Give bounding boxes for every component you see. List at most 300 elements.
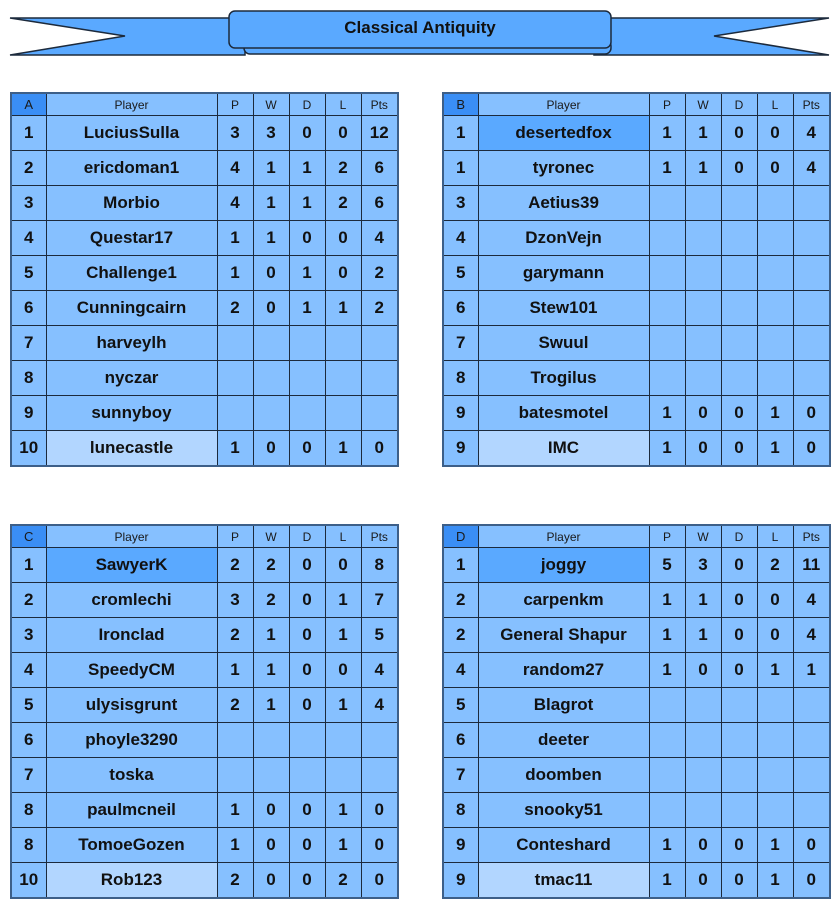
rank-cell: 10 <box>11 431 46 467</box>
rank-cell: 9 <box>11 396 46 431</box>
points-cell <box>793 221 830 256</box>
won-cell: 1 <box>685 583 721 618</box>
points-cell <box>361 361 398 396</box>
lost-cell <box>757 688 793 723</box>
player-name: lunecastle <box>46 431 217 467</box>
rank-cell: 2 <box>11 151 46 186</box>
points-cell: 0 <box>361 863 398 899</box>
won-cell <box>253 326 289 361</box>
player-name: nyczar <box>46 361 217 396</box>
drawn-cell: 0 <box>289 793 325 828</box>
player-name: phoyle3290 <box>46 723 217 758</box>
played-cell: 1 <box>649 116 685 151</box>
table-row <box>11 221 398 256</box>
group-table-c <box>10 524 399 899</box>
group-label: D <box>443 525 478 548</box>
drawn-cell: 0 <box>289 431 325 467</box>
drawn-cell <box>721 186 757 221</box>
table-row <box>11 618 398 653</box>
played-cell: 1 <box>217 793 253 828</box>
points-cell <box>793 723 830 758</box>
col-player: Player <box>478 525 649 548</box>
col-won: W <box>253 525 289 548</box>
points-cell <box>361 723 398 758</box>
won-cell <box>253 396 289 431</box>
won-cell <box>685 256 721 291</box>
points-cell: 0 <box>793 396 830 431</box>
player-name: batesmotel <box>478 396 649 431</box>
points-cell: 12 <box>361 116 398 151</box>
rank-cell: 7 <box>443 758 478 793</box>
won-cell <box>685 361 721 396</box>
points-cell: 0 <box>361 828 398 863</box>
player-name: random27 <box>478 653 649 688</box>
player-name: LuciusSulla <box>46 116 217 151</box>
played-cell: 2 <box>217 863 253 899</box>
rank-cell: 5 <box>11 688 46 723</box>
won-cell: 0 <box>253 863 289 899</box>
lost-cell <box>325 723 361 758</box>
won-cell <box>685 186 721 221</box>
points-cell: 0 <box>361 431 398 467</box>
table-row <box>443 186 830 221</box>
lost-cell: 1 <box>325 793 361 828</box>
won-cell: 2 <box>253 583 289 618</box>
player-name: tyronec <box>478 151 649 186</box>
played-cell <box>649 291 685 326</box>
player-name: Challenge1 <box>46 256 217 291</box>
points-cell <box>793 688 830 723</box>
lost-cell: 0 <box>325 548 361 583</box>
player-name: Cunningcairn <box>46 291 217 326</box>
played-cell <box>649 793 685 828</box>
drawn-cell: 0 <box>289 548 325 583</box>
won-cell: 0 <box>253 828 289 863</box>
lost-cell <box>325 361 361 396</box>
played-cell <box>217 758 253 793</box>
table-row <box>11 396 398 431</box>
drawn-cell: 1 <box>289 186 325 221</box>
won-cell: 0 <box>685 396 721 431</box>
played-cell: 2 <box>217 291 253 326</box>
table-row <box>11 863 398 899</box>
played-cell: 2 <box>217 688 253 723</box>
title-banner <box>0 0 839 70</box>
player-name: SpeedyCM <box>46 653 217 688</box>
rank-cell: 5 <box>443 256 478 291</box>
played-cell: 1 <box>649 828 685 863</box>
drawn-cell: 1 <box>289 256 325 291</box>
lost-cell: 2 <box>325 151 361 186</box>
group-label: B <box>443 93 478 116</box>
group-table-a <box>10 92 399 467</box>
won-cell <box>253 361 289 396</box>
won-cell <box>685 221 721 256</box>
won-cell: 1 <box>253 151 289 186</box>
played-cell: 1 <box>217 828 253 863</box>
played-cell: 1 <box>217 653 253 688</box>
points-cell <box>793 758 830 793</box>
group-label: A <box>11 93 46 116</box>
played-cell: 2 <box>217 548 253 583</box>
player-name: DzonVejn <box>478 221 649 256</box>
points-cell: 4 <box>361 653 398 688</box>
col-drawn: D <box>721 525 757 548</box>
played-cell <box>649 688 685 723</box>
points-cell: 1 <box>793 653 830 688</box>
points-cell: 0 <box>793 828 830 863</box>
rank-cell: 8 <box>11 793 46 828</box>
won-cell: 1 <box>253 618 289 653</box>
player-name: joggy <box>478 548 649 583</box>
rank-cell: 1 <box>443 151 478 186</box>
player-name: snooky51 <box>478 793 649 828</box>
lost-cell <box>757 723 793 758</box>
player-name: Rob123 <box>46 863 217 899</box>
won-cell: 1 <box>685 116 721 151</box>
won-cell: 1 <box>253 186 289 221</box>
rank-cell: 9 <box>443 396 478 431</box>
player-name: Swuul <box>478 326 649 361</box>
table-row <box>11 583 398 618</box>
rank-cell: 1 <box>443 548 478 583</box>
group-label: C <box>11 525 46 548</box>
player-name: sunnyboy <box>46 396 217 431</box>
table-row <box>11 688 398 723</box>
rank-cell: 7 <box>443 326 478 361</box>
table-row <box>11 758 398 793</box>
played-cell: 4 <box>217 151 253 186</box>
lost-cell: 0 <box>757 583 793 618</box>
lost-cell <box>757 291 793 326</box>
player-name: deeter <box>478 723 649 758</box>
played-cell: 1 <box>649 863 685 899</box>
rank-cell: 9 <box>443 828 478 863</box>
col-points: Pts <box>361 525 398 548</box>
played-cell <box>649 326 685 361</box>
played-cell: 4 <box>217 186 253 221</box>
drawn-cell: 0 <box>721 431 757 467</box>
col-won: W <box>685 93 721 116</box>
player-name: tmac11 <box>478 863 649 899</box>
points-cell <box>793 326 830 361</box>
lost-cell: 1 <box>757 396 793 431</box>
table-row <box>443 863 830 899</box>
table-row <box>443 326 830 361</box>
drawn-cell: 0 <box>721 583 757 618</box>
group-table-b <box>442 92 831 467</box>
played-cell <box>649 256 685 291</box>
rank-cell: 4 <box>443 653 478 688</box>
played-cell: 1 <box>649 431 685 467</box>
drawn-cell <box>721 361 757 396</box>
player-name: SawyerK <box>46 548 217 583</box>
player-name: Ironclad <box>46 618 217 653</box>
table-row <box>11 361 398 396</box>
lost-cell <box>757 256 793 291</box>
played-cell: 5 <box>649 548 685 583</box>
player-name: Blagrot <box>478 688 649 723</box>
won-cell: 0 <box>685 653 721 688</box>
drawn-cell: 0 <box>721 151 757 186</box>
drawn-cell <box>721 793 757 828</box>
lost-cell: 0 <box>325 116 361 151</box>
played-cell: 1 <box>217 256 253 291</box>
table-row <box>11 828 398 863</box>
rank-cell: 8 <box>11 361 46 396</box>
won-cell: 0 <box>253 431 289 467</box>
rank-cell: 6 <box>443 723 478 758</box>
won-cell: 0 <box>253 256 289 291</box>
won-cell: 0 <box>685 431 721 467</box>
table-row <box>443 688 830 723</box>
table-row <box>443 151 830 186</box>
drawn-cell: 0 <box>289 116 325 151</box>
played-cell: 2 <box>217 618 253 653</box>
points-cell: 4 <box>361 221 398 256</box>
points-cell <box>793 256 830 291</box>
points-cell: 2 <box>361 256 398 291</box>
col-points: Pts <box>361 93 398 116</box>
won-cell: 2 <box>253 548 289 583</box>
rank-cell: 2 <box>443 618 478 653</box>
rank-cell: 7 <box>11 758 46 793</box>
lost-cell: 1 <box>325 431 361 467</box>
col-lost: L <box>757 525 793 548</box>
lost-cell: 1 <box>757 653 793 688</box>
col-won: W <box>685 525 721 548</box>
rank-cell: 3 <box>443 186 478 221</box>
won-cell: 0 <box>685 828 721 863</box>
player-name: desertedfox <box>478 116 649 151</box>
points-cell: 4 <box>793 151 830 186</box>
player-name: harveylh <box>46 326 217 361</box>
table-row <box>11 151 398 186</box>
lost-cell <box>757 186 793 221</box>
player-name: carpenkm <box>478 583 649 618</box>
drawn-cell <box>289 361 325 396</box>
col-played: P <box>649 93 685 116</box>
drawn-cell <box>289 758 325 793</box>
player-name: Morbio <box>46 186 217 221</box>
table-row <box>443 828 830 863</box>
points-cell <box>361 758 398 793</box>
lost-cell: 1 <box>757 863 793 899</box>
rank-cell: 1 <box>11 548 46 583</box>
drawn-cell: 0 <box>289 618 325 653</box>
table-row <box>11 653 398 688</box>
table-row <box>443 653 830 688</box>
player-name: doomben <box>478 758 649 793</box>
drawn-cell: 0 <box>721 653 757 688</box>
player-name: garymann <box>478 256 649 291</box>
player-name: Questar17 <box>46 221 217 256</box>
player-name: Conteshard <box>478 828 649 863</box>
points-cell: 5 <box>361 618 398 653</box>
points-cell: 8 <box>361 548 398 583</box>
player-name: ericdoman1 <box>46 151 217 186</box>
won-cell: 1 <box>253 688 289 723</box>
won-cell: 0 <box>685 863 721 899</box>
won-cell <box>253 723 289 758</box>
player-name: Trogilus <box>478 361 649 396</box>
lost-cell <box>325 326 361 361</box>
table-row <box>11 326 398 361</box>
played-cell <box>649 186 685 221</box>
table-header <box>443 525 830 548</box>
played-cell: 1 <box>649 618 685 653</box>
points-cell <box>361 326 398 361</box>
lost-cell: 1 <box>325 583 361 618</box>
banner-title: Classical Antiquity <box>344 18 496 37</box>
col-played: P <box>217 93 253 116</box>
table-row <box>443 618 830 653</box>
rank-cell: 6 <box>11 291 46 326</box>
won-cell: 1 <box>685 151 721 186</box>
player-name: Aetius39 <box>478 186 649 221</box>
drawn-cell: 0 <box>289 688 325 723</box>
drawn-cell <box>289 723 325 758</box>
won-cell <box>685 326 721 361</box>
rank-cell: 1 <box>11 116 46 151</box>
lost-cell: 0 <box>325 653 361 688</box>
played-cell: 3 <box>217 116 253 151</box>
played-cell: 1 <box>649 151 685 186</box>
table-row <box>443 361 830 396</box>
col-played: P <box>649 525 685 548</box>
player-name: General Shapur <box>478 618 649 653</box>
lost-cell <box>325 758 361 793</box>
player-name: paulmcneil <box>46 793 217 828</box>
lost-cell: 0 <box>757 618 793 653</box>
won-cell: 0 <box>253 793 289 828</box>
lost-cell: 2 <box>325 186 361 221</box>
drawn-cell <box>721 723 757 758</box>
player-name: IMC <box>478 431 649 467</box>
lost-cell <box>757 326 793 361</box>
col-lost: L <box>757 93 793 116</box>
points-cell <box>793 186 830 221</box>
player-name: TomoeGozen <box>46 828 217 863</box>
table-row <box>11 186 398 221</box>
rank-cell: 5 <box>443 688 478 723</box>
played-cell <box>217 396 253 431</box>
played-cell <box>649 221 685 256</box>
lost-cell <box>325 396 361 431</box>
drawn-cell <box>289 326 325 361</box>
drawn-cell: 0 <box>721 548 757 583</box>
rank-cell: 5 <box>11 256 46 291</box>
played-cell: 1 <box>649 583 685 618</box>
rank-cell: 9 <box>443 863 478 899</box>
rank-cell: 2 <box>11 583 46 618</box>
points-cell: 0 <box>793 863 830 899</box>
points-cell: 6 <box>361 151 398 186</box>
table-row <box>11 723 398 758</box>
drawn-cell <box>721 758 757 793</box>
table-row <box>11 431 398 467</box>
rank-cell: 4 <box>11 653 46 688</box>
rank-cell: 8 <box>443 793 478 828</box>
table-row <box>443 116 830 151</box>
col-player: Player <box>46 525 217 548</box>
drawn-cell: 1 <box>289 151 325 186</box>
table-row <box>443 256 830 291</box>
won-cell: 1 <box>685 618 721 653</box>
table-row <box>443 583 830 618</box>
drawn-cell: 0 <box>721 396 757 431</box>
col-lost: L <box>325 93 361 116</box>
drawn-cell: 0 <box>289 828 325 863</box>
col-won: W <box>253 93 289 116</box>
table-row <box>443 221 830 256</box>
rank-cell: 3 <box>11 186 46 221</box>
col-drawn: D <box>289 525 325 548</box>
points-cell: 6 <box>361 186 398 221</box>
played-cell: 1 <box>649 653 685 688</box>
table-row <box>443 723 830 758</box>
table-header <box>11 525 398 548</box>
rank-cell: 8 <box>443 361 478 396</box>
table-row <box>11 116 398 151</box>
won-cell: 1 <box>253 653 289 688</box>
played-cell <box>649 758 685 793</box>
drawn-cell: 0 <box>289 221 325 256</box>
lost-cell: 2 <box>757 548 793 583</box>
drawn-cell <box>721 291 757 326</box>
lost-cell: 0 <box>325 221 361 256</box>
col-points: Pts <box>793 525 830 548</box>
col-player: Player <box>46 93 217 116</box>
drawn-cell: 0 <box>721 828 757 863</box>
points-cell: 7 <box>361 583 398 618</box>
won-cell: 3 <box>253 116 289 151</box>
table-row <box>11 256 398 291</box>
points-cell: 4 <box>793 116 830 151</box>
rank-cell: 4 <box>443 221 478 256</box>
points-cell <box>361 396 398 431</box>
rank-cell: 6 <box>443 291 478 326</box>
played-cell <box>649 361 685 396</box>
table-row <box>443 431 830 467</box>
rank-cell: 1 <box>443 116 478 151</box>
lost-cell: 1 <box>757 431 793 467</box>
table-row <box>11 548 398 583</box>
rank-cell: 8 <box>11 828 46 863</box>
played-cell <box>217 723 253 758</box>
won-cell <box>685 688 721 723</box>
rank-cell: 7 <box>11 326 46 361</box>
lost-cell: 2 <box>325 863 361 899</box>
drawn-cell: 0 <box>289 863 325 899</box>
lost-cell: 1 <box>325 688 361 723</box>
rank-cell: 9 <box>443 431 478 467</box>
drawn-cell <box>721 326 757 361</box>
drawn-cell <box>721 256 757 291</box>
points-cell <box>793 361 830 396</box>
lost-cell <box>757 793 793 828</box>
lost-cell: 0 <box>325 256 361 291</box>
played-cell <box>217 361 253 396</box>
points-cell: 11 <box>793 548 830 583</box>
drawn-cell: 0 <box>721 863 757 899</box>
points-cell: 4 <box>793 583 830 618</box>
won-cell <box>685 758 721 793</box>
played-cell <box>217 326 253 361</box>
drawn-cell: 1 <box>289 291 325 326</box>
played-cell <box>649 723 685 758</box>
rank-cell: 3 <box>11 618 46 653</box>
